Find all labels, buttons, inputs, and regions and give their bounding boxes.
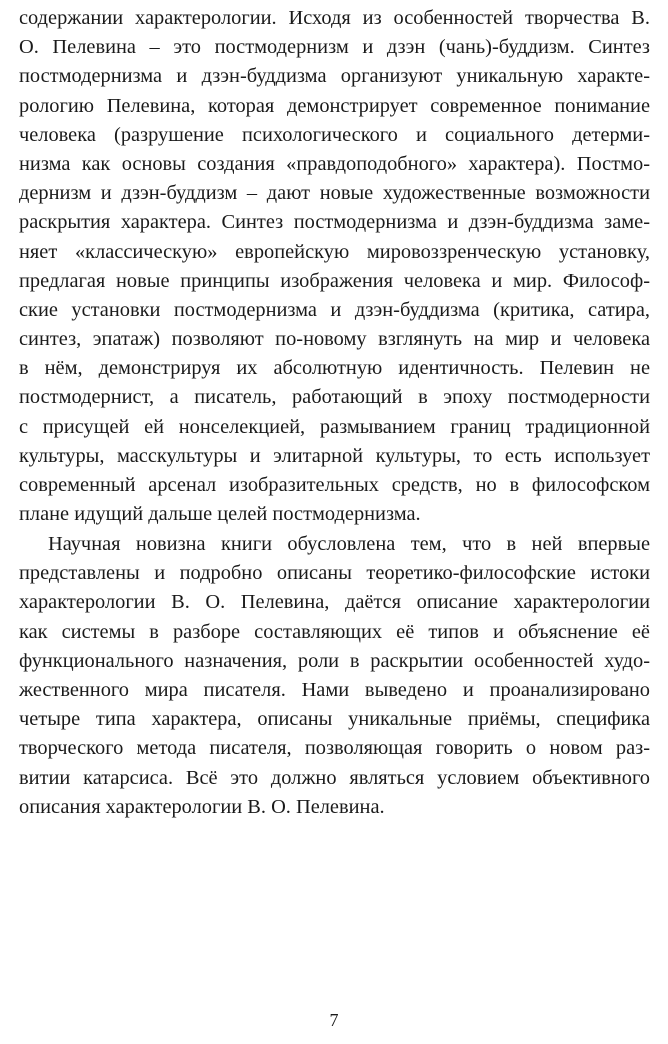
paragraph-2 xyxy=(19,530,650,822)
page-number: 7 xyxy=(329,1010,339,1030)
text-line: жественного мира писателя. Нами выведено и проанализировано xyxy=(19,678,650,701)
text-line: рологию Пелевина, которая демонстрирует современное понимание xyxy=(19,94,650,117)
text-line: Научная новизна книги обусловлена тем, что в ней впервые xyxy=(48,533,650,555)
paragraph-1 xyxy=(19,4,650,529)
text-line: плане идущий дальше целей постмодернизма. xyxy=(19,503,421,526)
text-line: характерологии В. О. Пелевина, даётся описание характерологии xyxy=(19,591,650,614)
text-line: содержании характерологии. Исходя из особенностей творчества В. xyxy=(19,7,650,29)
text-line: человека (разрушение психологического и социального детерми- xyxy=(19,123,650,146)
text-line: современный арсенал изобразительных средств, но в философском xyxy=(19,474,650,496)
text-line: описания характерологии В. О. Пелевина. xyxy=(19,795,385,818)
text-line: низма как основы создания «правдоподобного» характера). Постмо- xyxy=(19,152,650,175)
text-line: постмодернизма и дзэн-буддизма организуют уникальную характе- xyxy=(19,65,650,88)
text-line: раскрытия характера. Синтез постмодернизма и дзэн-буддизма заме- xyxy=(19,211,650,234)
text-line: витии катарсиса. Всё это должно являться условием объективного xyxy=(19,766,650,789)
text-line: ские установки постмодернизма и дзэн-буддизма (критика, сатира, xyxy=(19,298,650,321)
text-line: О. Пелевина – это постмодернизм и дзэн (чань)-буддизм. Синтез xyxy=(19,36,650,59)
text-line: предлагая новые принципы изображения человека и мир. Философ- xyxy=(19,269,650,292)
text-line: четыре типа характера, описаны уникальные приёмы, специфика xyxy=(19,708,650,731)
text-line: дернизм и дзэн-буддизм – дают новые художественные возможности xyxy=(19,182,650,205)
text-line: синтез, эпатаж) позволяют по-новому взглянуть на мир и человека xyxy=(19,328,650,351)
text-line: культуры, масскультуры и элитарной культуры, то есть использует xyxy=(19,444,650,467)
text-line: с присущей ей нонселекцией, размыванием границ традиционной xyxy=(19,415,650,438)
text-line: постмодернист, а писатель, работающий в эпоху постмодерности xyxy=(19,386,650,409)
text-line: функционального назначения, роли в раскрытии особенностей худо- xyxy=(19,649,650,672)
text-line: творческого метода писателя, позволяющая говорить о новом раз- xyxy=(19,737,650,760)
text-line: в нём, демонстрируя их абсолютную идентичность. Пелевин не xyxy=(19,357,650,380)
text-line: няет «классическую» европейскую мировоззренческую установку, xyxy=(19,240,650,263)
text-line: представлены и подробно описаны теоретико-философские истоки xyxy=(19,562,650,585)
text-line: как системы в разборе составляющих её типов и объяснение её xyxy=(19,620,650,643)
